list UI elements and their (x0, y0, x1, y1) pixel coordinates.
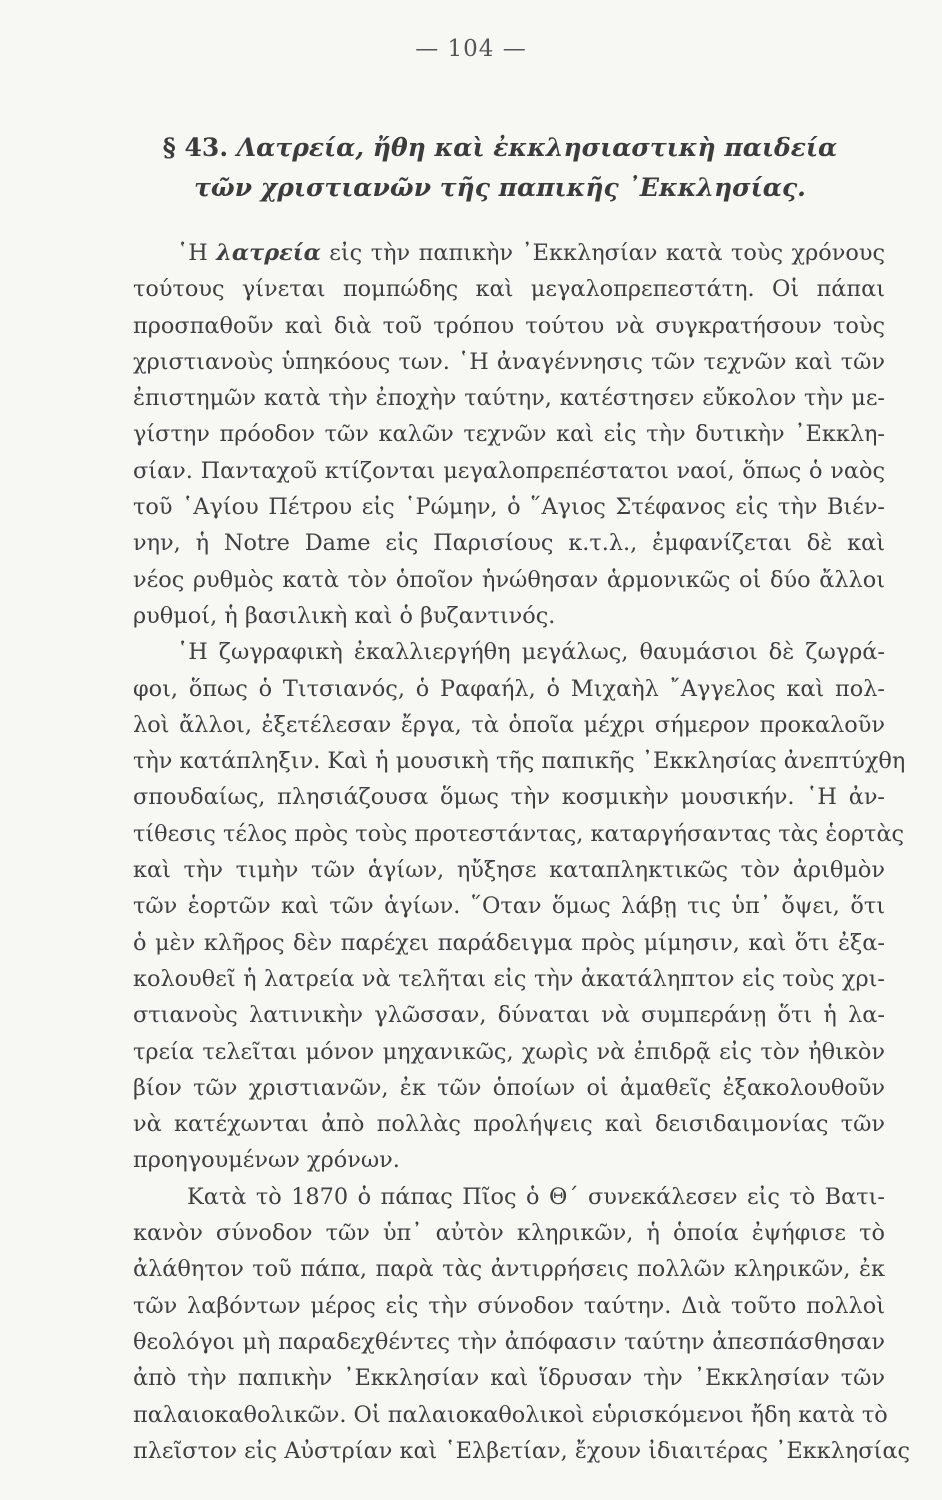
heading-line-2: τῶν χριστιανῶν τῆς παπικῆς ᾿Εκκλησίας. (194, 173, 806, 202)
paragraph-line: ἀπὸ τὴν παπικὴν ᾿Εκκλησίαν καὶ ἵδρυσαν τὴν ᾿Εκκλησίαν τῶν (133, 1365, 885, 1392)
paragraph-line: χριστιανοὺς ὑπηκόους των. ῾Η ἀναγέννησις τῶν τεχνῶν καὶ τῶν (133, 348, 885, 375)
paragraph-line: νην, ἡ Notre Dame εἰς Παρισίους κ.τ.λ., ἐμφανίζεται δὲ καὶ (133, 530, 885, 557)
paragraph-line: προσπαθοῦν καὶ διὰ τοῦ τρόπου τούτου νὰ συγκρατήσουν τοὺς (133, 312, 885, 339)
paragraph-line: λοὶ ἄλλοι, ἐξετέλεσαν ἔργα, τὰ ὁποῖα μέχρι σήμερον προκαλοῦν (133, 711, 885, 738)
paragraph-line: ρυθμοί, ἡ βασιλικὴ καὶ ὁ βυζαντινός. (133, 602, 556, 629)
paragraph-line: νέος ρυθμὸς κατὰ τὸν ὁποῖον ἡνώθησαν ἁρμονικῶς οἱ δύο ἄλλοι (133, 566, 885, 593)
paragraph-line: νὰ κατέχωνται ἀπὸ πολλὰς προλήψεις καὶ δεισιδαιμονίας τῶν (133, 1111, 885, 1138)
section-number: § 43. (162, 133, 229, 162)
paragraph-arts (133, 634, 906, 1178)
paragraph-line: θεολόγοι μὴ παραδεχθέντες τὴν ἀπόφασιν ταύτην ἀπεσπάσθησαν (133, 1328, 885, 1355)
paragraph-line: βίον τῶν χριστιανῶν, ἐκ τῶν ὁποίων οἱ ἀμαθεῖς ἐξακολουθοῦν (133, 1074, 885, 1101)
paragraph-line: τρεία τελεῖται μόνον μηχανικῶς, χωρὶς νὰ ἐπιδρᾷ εἰς τὸν ἠθικὸν (133, 1038, 885, 1065)
paragraph-line: τὴν κατάπληξιν. Καὶ ἡ μουσικὴ τῆς παπικῆς ᾿Εκκλησίας ἀνεπτύχθη (133, 748, 906, 775)
paragraph-line: πλεῖστον εἰς Αὐστρίαν καὶ ῾Ελβετίαν, ἔχουν ἰδιαιτέρας ᾿Εκκλησίας (133, 1437, 910, 1464)
paragraph-line: ἐπιστημῶν κατὰ τὴν ἐποχὴν ταύτην, κατέστησεν εὔκολον τὴν με- (133, 385, 885, 412)
lead-text: ῾Η (177, 240, 217, 266)
paragraph-line: σπουδαίως, πλησιάζουσα ὅμως τὴν κοσμικὴν μουσικήν. ῾Η ἀν- (133, 784, 885, 811)
paragraph-worship (133, 235, 885, 634)
section-heading (120, 128, 880, 208)
paragraph-line: ῾Η ζωγραφικὴ ἐκαλλιεργήθη μεγάλως, θαυμάσιοι δὲ ζωγρά- (177, 639, 885, 666)
paragraph-line: στιανοὺς λατινικὴν γλῶσσαν, δύναται νὰ συμπεράνῃ ὅτι ἡ λα- (133, 1002, 885, 1029)
paragraph-line: τῶν λαβόντων μέρος εἰς τὴν σύνοδον ταύτην. Διὰ τοῦτο πολλοὶ (133, 1292, 885, 1319)
heading-title-part-1: Λατρεία, ἤθη καὶ ἐκκλησιαστικὴ παιδεία (236, 133, 838, 162)
paragraph-line: ὁ μὲν κλῆρος δὲν παρέχει παράδειγμα πρὸς μίμησιν, καὶ ὅτι ἐξα- (133, 929, 885, 956)
paragraph-line: Κατὰ τὸ 1870 ὁ πάπας Πῖος ὁ Θ΄ συνεκάλεσεν εἰς τὸ Βατι- (187, 1183, 885, 1210)
paragraph-line: τοῦ ῾Αγίου Πέτρου εἰς ῾Ρώμην, ὁ ῞Αγιος Στέφανος εἰς τὴν Βιέν- (133, 494, 885, 521)
paragraph-line: προηγουμένων χρόνων. (133, 1147, 400, 1174)
lead-text-rest: εἰς τὴν παπικὴν ᾿Εκκλησίαν κατὰ τοὺς χρόνους (320, 240, 886, 266)
paragraph-line: τίθεσις τέλος πρὸς τοὺς προτεστάντας, καταργήσαντας τὰς ἑορτὰς (133, 820, 905, 847)
heading-line-1 (120, 128, 880, 168)
paragraph-line: καὶ τὴν τιμὴν τῶν ἁγίων, ηὔξησε καταπληκτικῶς τὸν ἀριθμὸν (133, 857, 885, 884)
paragraph-line: τούτους γίνεται πομπώδης καὶ μεγαλοπρεπεστάτη. Οἱ πάπαι (133, 276, 885, 303)
paragraph-line: κολουθεῖ ἡ λατρεία νὰ τελῆται εἰς τὴν ἀκατάληπτον εἰς τοὺς χρι- (133, 965, 885, 992)
body-text (133, 235, 910, 1469)
emphasized-term: λατρεία (216, 240, 321, 266)
paragraph-line: γίστην πρόοδον τῶν καλῶν τεχνῶν καὶ εἰς τὴν δυτικὴν ᾿Εκκλη- (133, 421, 885, 448)
paragraph-vatican-council (133, 1179, 910, 1469)
paragraph-line: σίαν. Πανταχοῦ κτίζονται μεγαλοπρεπέστατοι ναοί, ὅπως ὁ ναὸς (133, 457, 885, 484)
paragraph-line: παλαιοκαθολικῶν. Οἱ παλαιοκαθολικοὶ εὑρισκόμενοι ἤδη κατὰ τὸ (133, 1401, 888, 1428)
paragraph-line: φοι, ὅπως ὁ Τιτσιανός, ὁ Ραφαήλ, ὁ Μιχαὴλ ῎Αγγελος καὶ πολ- (133, 675, 885, 702)
paragraph-line: κανὸν σύνοδον τῶν ὑπ᾿ αὐτὸν κληρικῶν, ἡ ὁποία ἐψήφισε τὸ (133, 1220, 885, 1247)
paragraph-line (133, 235, 885, 271)
paragraph-line: τῶν ἑορτῶν καὶ τῶν ἁγίων. ῞Οταν ὅμως λάβῃ τις ὑπ᾿ ὄψει, ὅτι (133, 893, 885, 920)
paragraph-line: ἀλάθητον τοῦ πάπα, παρὰ τὰς ἀντιρρήσεις πολλῶν κληρικῶν, ἐκ (133, 1256, 885, 1283)
page-number: — 104 — (415, 36, 527, 62)
